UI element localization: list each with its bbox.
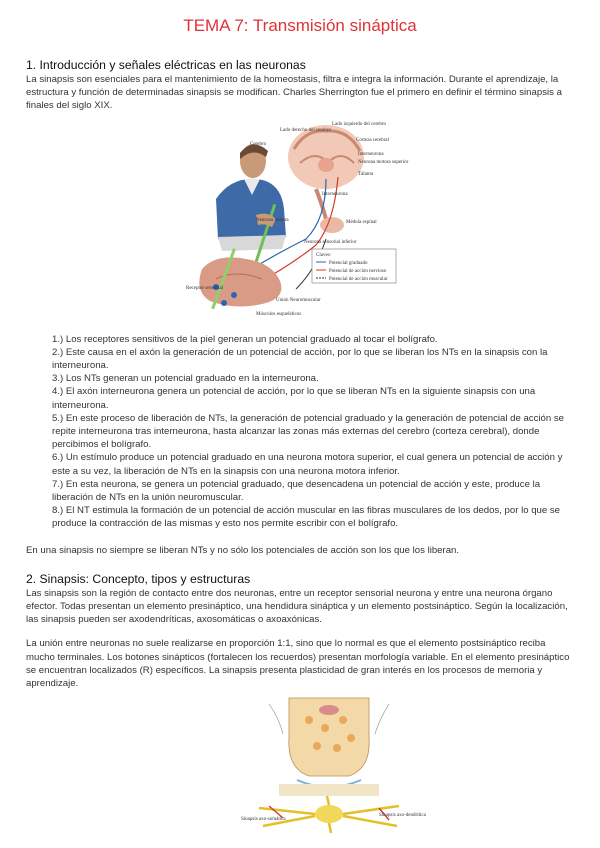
label-sinapsis-axosomatica: Sinapsis axo-somática bbox=[241, 817, 286, 823]
section-paragraph: La sinapsis son esenciales para el mantenimiento de la homeostasis, filtra e integra la información. Durante el aprendizaje, la estructura y función de determinadas sinapsis se modifican. Charles Sherrington fue el primero en definir el término sinapsis a finales del siglo XIX. bbox=[26, 74, 562, 112]
section-heading: 2. Sinapsis: Concepto, tipos y estructuras bbox=[26, 571, 251, 586]
neural-pathway-illustration bbox=[176, 119, 409, 319]
section-sinapsis bbox=[26, 572, 574, 833]
section-introduccion bbox=[26, 58, 574, 557]
list-item: 4.) El axón interneurona genera un potencial de acción, por lo que se liberan NTs en la siguiente sinapsis con una interneurona. bbox=[52, 386, 536, 411]
legend-item-1: Potencial graduado bbox=[329, 260, 368, 266]
label-musculos: Músculos esqueléticos bbox=[256, 311, 302, 317]
person-illustration bbox=[216, 141, 286, 262]
list-item: 7.) En esta neurona, se genera un potencial graduado, que desencadena un potencial de acción y este, produce la liberación de NTs en la unión neuromuscular. bbox=[52, 478, 541, 504]
section-heading: 1. Introducción y señales eléctricas en las neuronas bbox=[26, 58, 306, 72]
label-cerebro: Cerebro bbox=[250, 141, 267, 147]
neural-pathway-figure bbox=[176, 119, 409, 319]
section-note: En una sinapsis no siempre se liberan NTs y no sólo los potenciales de acción son los que los liberan. bbox=[26, 544, 460, 556]
list-item: 6.) Un estímulo produce un potencial graduado en una neurona motora superior, el cual genera un potencial de acción y este a su vez, la liberación de NTs en la sinapsis con una neurona motora inferior. bbox=[52, 452, 563, 477]
label-interneurona: Interneurona bbox=[358, 151, 384, 157]
label-corteza-cerebral: Corteza cerebral bbox=[356, 137, 389, 143]
synaptic-terminal-illustration bbox=[269, 698, 389, 796]
label-interneurona-2: Interneurona bbox=[322, 191, 348, 197]
label-neurona-motora: Neurona motora bbox=[256, 217, 289, 223]
hand-illustration bbox=[199, 248, 281, 309]
legend-item-3: Potencial de acción muscular bbox=[329, 276, 388, 282]
label-receptor-sensorial: Receptor sensorial bbox=[186, 285, 224, 291]
steps-list bbox=[52, 333, 574, 531]
list-item: 2.) Este causa en el axón la generación de un potencial de acción, por lo que se liberan los NTs en la sinapsis con la interneurona. bbox=[52, 346, 548, 372]
synapse-figure bbox=[239, 698, 426, 833]
list-item: 3.) Los NTs generan un potencial graduado en la interneurona. bbox=[52, 373, 319, 385]
figure-legend bbox=[312, 249, 396, 283]
list-item: 1.) Los receptores sensitivos de la piel generan un potencial graduado al tocar el bolígrafo. bbox=[52, 333, 438, 345]
label-neurona-sensorial: Neurona sensorial inferior bbox=[304, 239, 357, 245]
label-sinapsis-axodendritica: Sinapsis axo-dendrítica bbox=[379, 813, 426, 819]
page-title: TEMA 7: Transmisión sináptica bbox=[183, 16, 417, 35]
neuron-illustration bbox=[259, 796, 399, 833]
label-medula-espinal: Médula espinal bbox=[346, 219, 377, 225]
list-item: 5.) En este proceso de liberación de NTs, la generación de potencial graduado y la generación de potencial de acción se repite interneurona tras interneurona, hasta alcanzar las zonas más externas del cerebro (corteza cerebral), donde percibimos el bolígrafo. bbox=[52, 412, 565, 451]
legend-title: Claves: bbox=[316, 252, 331, 258]
label-lado-izquierdo: Lado izquierdo del cerebro bbox=[332, 121, 387, 127]
section-paragraph: La unión entre neuronas no suele realizarse en proporción 1:1, sino que lo normal es que el elemento postsináptico reciba mucho terminales. Los botones sinápticos (fortalecen los recuerdos) presentan morfología variable. En el elemento presináptico se encuentran localizados (R) específicos. La sinapsis presenta plasticidad de gran interés en los procesos de memoria y aprendizaje. bbox=[26, 638, 570, 690]
label-lado-derecho: Lado derecho del cerebro bbox=[280, 127, 331, 133]
list-item: 8.) El NT estimula la formación de un potencial de acción muscular en las fibras musculares de los dedos, por lo que se produce la contracción de las mismas y esto nos permite escribir con el bolígrafo. bbox=[52, 505, 561, 530]
label-talamo: Tálamo bbox=[358, 171, 374, 177]
legend-item-2: Potencial de acción nervioso bbox=[329, 268, 387, 274]
label-union-neuromuscular: Unión Neuromuscular bbox=[276, 297, 321, 303]
section-paragraph: Las sinapsis son la región de contacto entre dos neuronas, entre un receptor sensorial neurona y entre una neurona órgano efector. Todas presentan un elemento presináptico, una hendidura sináptica y un elemento postsináptico. Según la localización, las sinapsis pueden ser axodendríticas, axosomáticas o axoaxónicas. bbox=[26, 587, 568, 626]
label-neurona-motora-superior: Neurona motora superior bbox=[358, 159, 409, 165]
synapse-illustration bbox=[239, 698, 426, 833]
